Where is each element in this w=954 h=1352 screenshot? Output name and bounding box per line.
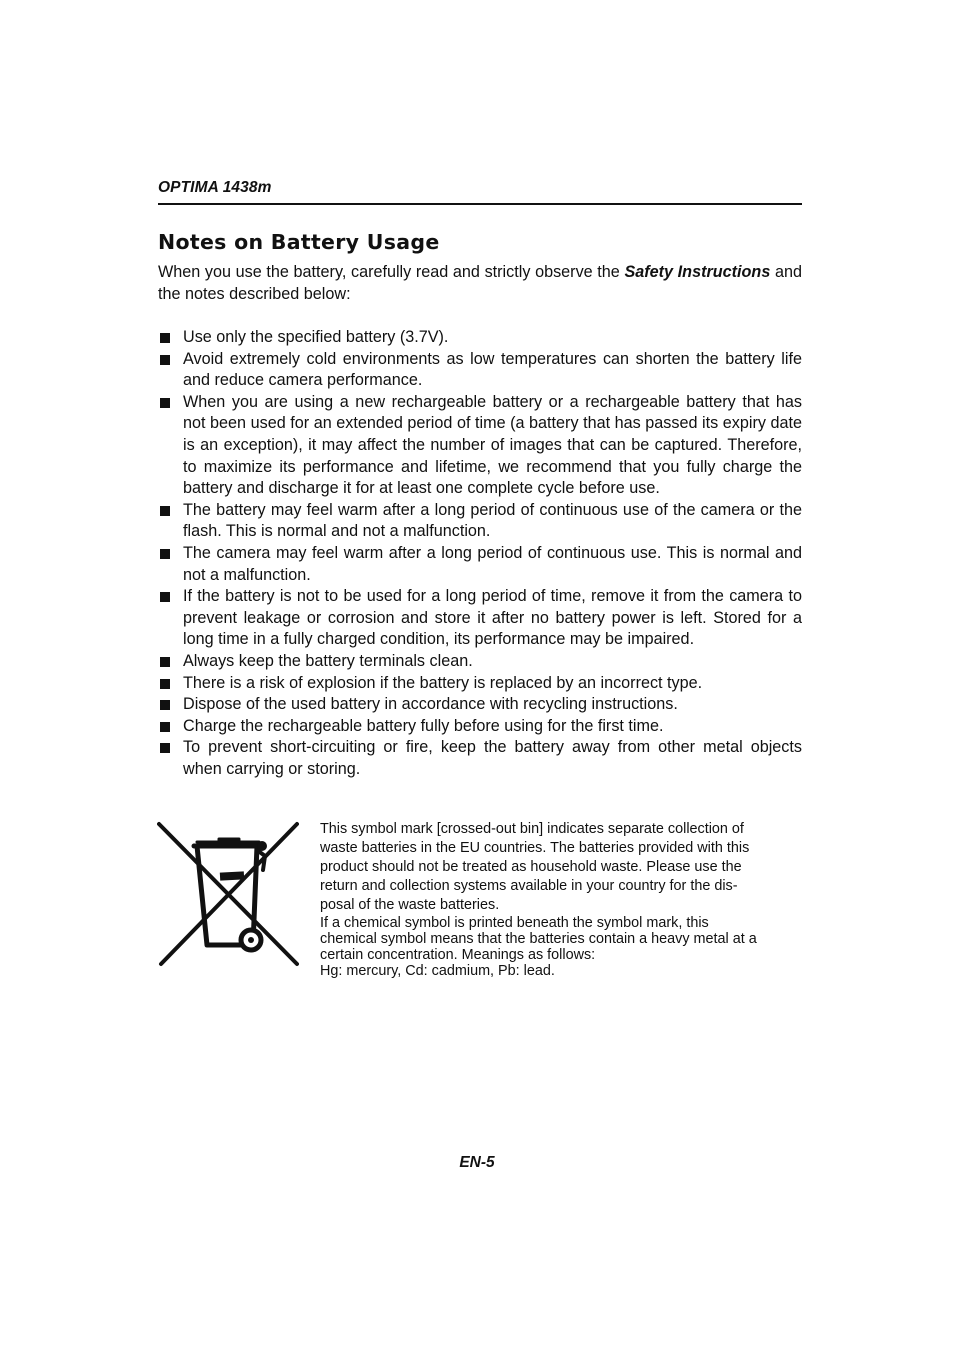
bullet-square-icon [160,743,170,753]
list-item-text: The battery may feel warm after a long period of continuous use of the camera or the flash. This is normal and not a malfunction. [183,500,802,541]
bullet-square-icon [160,333,170,343]
page-header [158,179,802,205]
recycling-line: return and collection systems available in your country for the dis- [320,878,738,894]
bullet-square-icon [160,398,170,408]
crossed-out-bin-icon [157,820,299,967]
bullet-square-icon [160,549,170,559]
list-item [158,543,802,586]
bullet-square-icon [160,657,170,667]
list-item [158,327,802,349]
list-item [158,500,802,543]
recycling-notice [320,820,802,979]
list-item-text: To prevent short-circuiting or fire, keep the battery away from other metal objects when carrying or storing. [183,738,802,778]
intro-paragraph [158,262,802,305]
list-item [158,392,802,500]
list-item-text: Avoid extremely cold environments as low temperatures can shorten the battery life and reduce camera performance. [183,349,802,390]
list-item [158,716,802,738]
section-title: Notes on Battery Usage [158,230,440,254]
chemical-symbol-paragraph [320,915,802,979]
list-item [158,694,802,716]
bullet-square-icon [160,355,170,365]
list-item-text: Charge the rechargeable battery fully before using for the first time. [183,716,664,735]
list-item [158,349,802,392]
bullet-square-icon [160,679,170,689]
recycling-line: waste batteries in the EU countries. The batteries provided with this [320,840,750,856]
list-item-text: Always keep the battery terminals clean. [183,651,473,670]
bullet-square-icon [160,592,170,602]
intro-text-before: When you use the battery, carefully read and strictly observe the [158,263,625,281]
chemical-line: Hg: mercury, Cd: cadmium, Pb: lead. [320,963,555,979]
list-item-text: Use only the specified battery (3.7V). [183,328,449,346]
list-item-text: When you are using a new rechargeable battery or a rechargeable battery that has not been used for an extended period of time (a battery that has passed its expiry date is an exception), it may affect the number of images that can be captured. Therefore, to maximize its performance and lifetime, we recommend that you fully charge the battery and discharge it for at least one complete cycle before use. [183,392,802,498]
recycling-paragraph [320,820,802,915]
list-item [158,737,802,780]
intro-text-after: and the notes described below: [158,263,802,303]
list-item-text: The camera may feel warm after a long period of continuous use. This is normal and not a malfunction. [183,543,802,584]
bullet-square-icon [160,506,170,516]
safety-instructions-emphasis: Safety Instructions [624,263,771,281]
recycling-line: This symbol mark [crossed-out bin] indicates separate collection of [320,821,744,837]
list-item-text: If the battery is not to be used for a long period of time, remove it from the camera to prevent leakage or corrosion and store it after no battery power is left. Stored for a long time in a fully charged condition, its performance may be impaired. [183,587,802,649]
recycling-line: product should not be treated as household waste. Please use the [320,859,742,875]
product-name: OPTIMA 1438m [158,179,272,196]
list-item [158,586,802,651]
chemical-line: chemical symbol means that the batteries contain a heavy metal at a [320,931,757,947]
list-item-text: Dispose of the used battery in accordance with recycling instructions. [183,695,678,714]
bullet-square-icon [160,722,170,732]
page-number: EN-5 [459,1154,495,1171]
list-item [158,673,802,695]
list-item-text: There is a risk of explosion if the battery is replaced by an incorrect type. [183,673,703,692]
bullet-square-icon [160,700,170,710]
list-item [158,651,802,673]
recycling-line: posal of the waste batteries. [320,897,500,913]
battery-notes-list [158,327,802,780]
chemical-line: If a chemical symbol is printed beneath the symbol mark, this [320,915,709,931]
chemical-line: certain concentration. Meanings as follows: [320,947,596,963]
